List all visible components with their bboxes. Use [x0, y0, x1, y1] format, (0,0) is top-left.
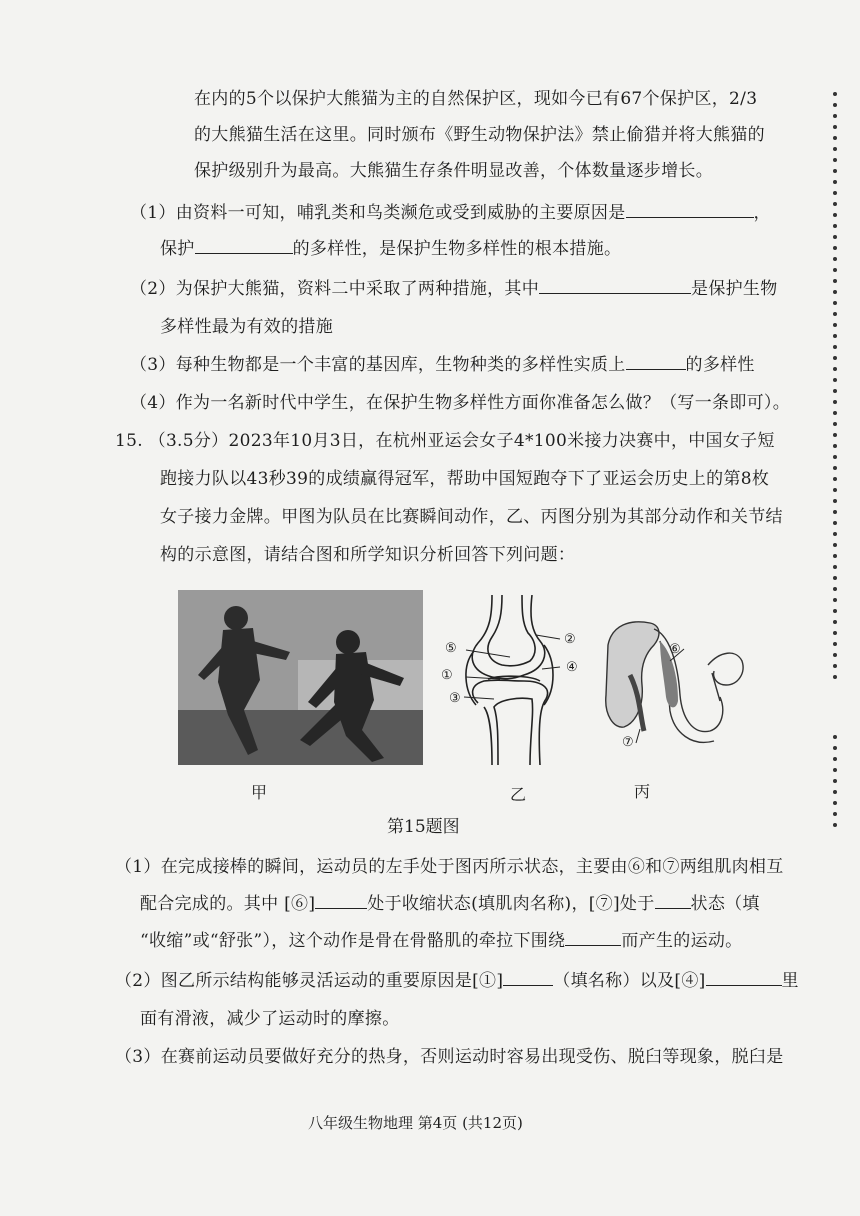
- page-footer: 八年级生物地理 第4页 (共12页): [308, 1114, 523, 1132]
- sub-question-2-line-b: 面有滑液，减少了运动时的摩擦。: [140, 1009, 400, 1029]
- arm-muscle-diagram: [600, 605, 750, 755]
- sq1c-part-2: 而产生的运动。: [621, 931, 743, 951]
- sq1c-part-1: “收缩”或“舒张”），这个动作是骨在骨骼肌的牵拉下围绕: [140, 931, 566, 951]
- problem-15-line-d: 构的示意图，请结合图和所学知识分析回答下列问题：: [160, 545, 576, 565]
- question-3-post: 的多样性: [685, 355, 755, 375]
- joint-marker-3: ③: [449, 691, 461, 706]
- question-2-line-b: 多样性最为有效的措施: [160, 317, 333, 337]
- sub-question-3-line: （3）在赛前运动员要做好充分的热身，否则运动时容易出现受伤、脱臼等现象，脱臼是: [115, 1047, 784, 1067]
- question-2-pre: （2）为保护大熊猫，资料二中采取了两种措施，其中: [130, 279, 540, 299]
- answer-blank[interactable]: [706, 969, 782, 986]
- answer-blank[interactable]: [315, 892, 367, 909]
- joint-diagram: [440, 595, 590, 765]
- sub-question-2-line-a: [115, 966, 799, 991]
- question-3-pre: （3）每种生物都是一个丰富的基因库，生物种类的多样性实质上: [130, 355, 626, 375]
- passage-line-2: 的大熊猫生活在这里。同时颁布《野生动物保护法》禁止偷猎并将大熊猫的: [194, 125, 765, 145]
- problem-15-line-c: 女子接力金牌。甲图为队员在比赛瞬间动作，乙、丙图分别为其部分动作和关节结: [160, 507, 783, 527]
- answer-blank[interactable]: [503, 969, 553, 986]
- sprinters-photo: [178, 590, 423, 765]
- problem-15-line-b: 跑接力队以43秒39的成绩赢得冠军，帮助中国短跑夺下了亚运会历史上的第8枚: [160, 469, 770, 489]
- joint-marker-5: ⑤: [445, 641, 457, 656]
- binding-dots-top: [832, 92, 838, 686]
- arm-marker-7: ⑦: [622, 735, 634, 750]
- sub-question-1-line-b: [140, 889, 760, 914]
- question-1b-pre: 保护: [160, 239, 195, 259]
- passage-line-3: 保护级别升为最高。大熊猫生存条件明显改善，个体数量逐步增长。: [194, 161, 713, 181]
- question-1-text: （1）由资料一可知，哺乳类和鸟类濒危或受到威胁的主要原因是: [130, 203, 626, 223]
- passage-line-1: 在内的5个以保护大熊猫为主的自然保护区，现如今已有67个保护区，2/3: [194, 89, 758, 109]
- question-2-post: 是保护生物: [691, 279, 778, 299]
- answer-blank[interactable]: [195, 237, 293, 254]
- question-1-end: ，: [753, 203, 771, 223]
- joint-marker-2: ②: [564, 632, 576, 647]
- problem-15-line-a: 15. （3.5分）2023年10月3日，在杭州亚运会女子4*100米接力决赛中，中国女子短: [115, 431, 775, 451]
- answer-blank[interactable]: [565, 929, 621, 946]
- question-2-line-a: [130, 274, 778, 299]
- question-1b-post: 的多样性，是保护生物多样性的根本措施。: [292, 239, 622, 259]
- sq2a-part-3: 里: [781, 971, 799, 991]
- question-3-line: [130, 350, 755, 375]
- answer-blank[interactable]: [626, 201, 754, 218]
- binding-dots-bottom: [832, 735, 838, 834]
- question-1-line-a: [130, 198, 771, 223]
- sub-question-1-line-c: [140, 926, 742, 951]
- joint-marker-1: ①: [441, 668, 453, 683]
- sq2a-part-1: （2）图乙所示结构能够灵活运动的重要原因是[①]: [115, 971, 504, 991]
- sq2a-part-2: （填名称）以及[④]: [553, 971, 706, 991]
- sq1b-part-2: 处于收缩状态(填肌肉名称)，[⑦]处于: [367, 894, 655, 914]
- figure-label-yi: 乙: [510, 785, 527, 804]
- sq1b-part-3: 状态（填: [690, 894, 760, 914]
- joint-marker-4: ④: [566, 660, 578, 675]
- answer-blank[interactable]: [655, 892, 691, 909]
- sq1b-part-1: 配合完成的。其中 [⑥]: [140, 894, 316, 914]
- answer-blank[interactable]: [626, 353, 686, 370]
- figure-caption: 第15题图: [387, 817, 460, 837]
- figure-label-jia: 甲: [251, 783, 268, 802]
- figure-label-bing: 丙: [634, 782, 651, 801]
- arm-marker-6: ⑥: [669, 642, 681, 657]
- question-1-line-b: [160, 234, 621, 259]
- sub-question-1-line-a: （1）在完成接棒的瞬间，运动员的左手处于图丙所示状态，主要由⑥和⑦两组肌肉相互: [115, 857, 784, 877]
- answer-blank[interactable]: [539, 277, 691, 294]
- question-4-line: （4）作为一名新时代中学生，在保护生物多样性方面你准备怎么做？（写一条即可）。: [130, 393, 791, 413]
